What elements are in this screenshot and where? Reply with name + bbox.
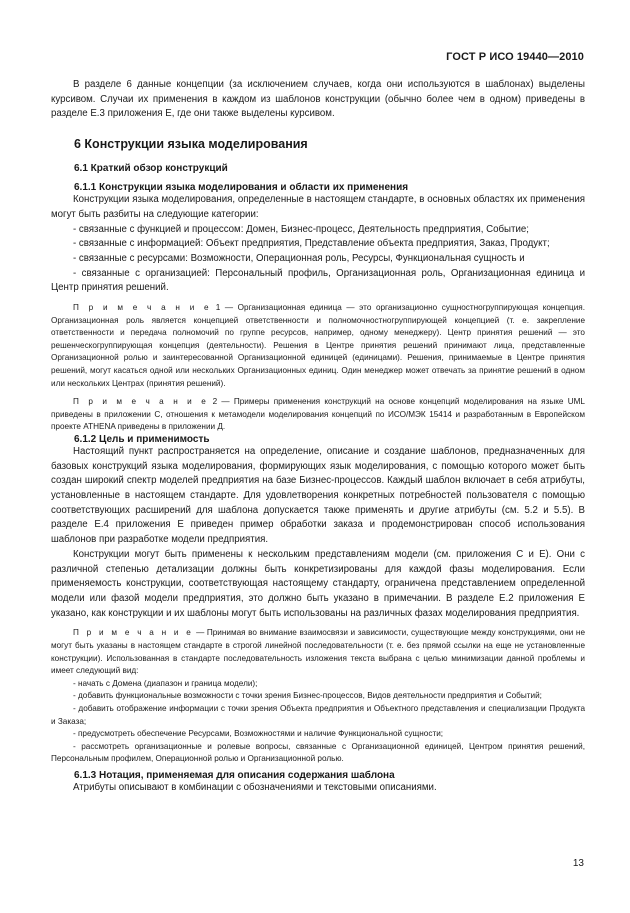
note-1-text: 1 — Организационная единица — это организационно сущностногруппирующая концепция. Организационная роль является концепцией ответственности и полномочностногруппирующей концепцией (т. е. закрепление ответственности и передача полномочий по группе ресурсов, например, одному менеджеру). Центр принятия решений — это решенческогруппирующая концепция (деятельности). Решения в Центре принятия решений принимают лица, представленные Организационной ролью и заинтересованной Организационной единицей (единицами). Решения, принимаемые в Центре принятия решений, могут касаться одной или нескольких Организационных единиц. Один менеджер может отвечать за принятие решений в одном или нескольких Центрах (принятия решений). [51, 303, 585, 388]
section-6-1-title: 6.1 Краткий обзор конструкций [74, 163, 228, 175]
note-3-text: — Принимая во внимание взаимосвязи и зависимости, существующие между конструкциями, они не могут быть указаны в настоящем стандарте в строгой линейной последовательности (т. е. без прямой ссылки на еще не установленные конструкции). Использованная в стандарте последовательность изложения текста выбрана с целью минимизации данной проблемы и имеет следующий вид: [51, 628, 585, 676]
note-1 [51, 302, 585, 390]
sequence-item-5: - рассмотреть организационные и ролевые вопросы, связанные с Организационной единицей, Центром принятия решений, Персональным профилем, Операционной ролью и Организационной ролью. [51, 741, 585, 764]
section-6-1-1-paragraph: Конструкции языка моделирования, определенные в настоящем стандарте, в основных областях их применения могут быть разбиты на следующие категории: [51, 194, 585, 220]
note-3-label: П р и м е ч а н и е [73, 628, 194, 638]
note-2-text: 2 — Примеры применения конструкций на основе концепций моделирования на языке UML приведены в приложении С, отношения к метамодели моделирования концепций по ИСО/МЭК 15414 и разработанным в Европейском проекте ATHENA приведены в приложении Д. [51, 397, 585, 432]
note-1-label: П р и м е ч а н и е [73, 303, 212, 313]
note-2-label: П р и м е ч а н и е [73, 397, 209, 407]
sequence-item-4: - предусмотреть обеспечение Ресурсами, Возможностями и наличие Функциональной сущности; [73, 729, 444, 739]
note-2 [51, 396, 585, 434]
section-6-1-2-paragraph-2: Конструкции могут быть применены к нескольким представлениям модели (см. приложения С и Е). Они с различной степенью детализации должны быть конкретизированы для каждой фазы моделирования. Если применяемость конструкции, соответствующая настоящему стандарту, ограничена представлением определенной модели или фазой модели предприятия, это должно быть указано в примечании. В разделе Е.2 приложения Е указано, как конструкции и их шаблоны могут быть использованы на различных фазах моделирования предприятия. [51, 548, 585, 619]
section-6-1-3-paragraph: Атрибуты описывают в комбинации с обозначениями и текстовыми описаниями. [73, 781, 437, 793]
section-6-1-1-title: 6.1.1 Конструкции языка моделирования и области их применения [74, 182, 409, 194]
section-6-1-2-paragraph-1: Настоящий пункт распространяется на определение, описание и создание шаблонов, предназначенных для базовых конструкций языка моделирования, формирующих язык моделирования, с помощью которого может быть создан широкий спектр моделей предприятия на базе Бизнес-процессов. Каждый шаблон включает в себя атрибуты, установленные в настоящем стандарте. Для удовлетворения конкретных потребностей пользователя с помощью соответствующих расширений для шаблона допускается также применять и другие атрибуты (см. 5.2 и 5.5). В разделе Е.4 приложения Е приведен пример обработки заказа и продемонстрирован способ использования шаблонов при разработке модели предприятия. [51, 445, 585, 546]
standard-header: ГОСТ Р ИСО 19440—2010 [446, 51, 584, 63]
category-item-1: - связанные с функцией и процессом: Домен, Бизнес-процесс, Деятельность предприятия, Событие; [73, 223, 529, 235]
intro-paragraph: В разделе 6 данные концепции (за исключением случаев, когда они используются в шаблонах) выделены курсивом. Случаи их применения в каждом из шаблонов конструкции (обычно более чем в одном) приведены в разделе Е.3 приложения Е, где они также выделены курсивом. [51, 79, 585, 120]
section-6-title: 6 Конструкции языка моделирования [74, 137, 308, 152]
section-6-1-3-title: 6.1.3 Нотация, применяемая для описания содержания шаблона [74, 769, 395, 781]
note-3 [51, 627, 585, 677]
sequence-item-1: - начать с Домена (диапазон и граница модели); [73, 678, 258, 688]
sequence-item-3: - добавить отображение информации с точки зрения Объекта предприятия и Объектного представления и специализации Продукта и Заказа; [51, 703, 585, 726]
section-6-1-2-title: 6.1.2 Цель и применимость [74, 433, 210, 445]
page-content [51, 78, 585, 796]
category-item-3: - связанные с ресурсами: Возможности, Операционная роль, Ресурсы, Функциональная сущность и [73, 252, 525, 264]
category-item-2: - связанные с информацией: Объект предприятия, Представление объекта предприятия, Заказ, Продукт; [73, 238, 550, 250]
page-number: 13 [572, 858, 584, 869]
sequence-item-2: - добавить функциональные возможности с точки зрения Бизнес-процессов, Видов деятельности предприятия и Событий; [73, 691, 542, 701]
category-item-4: - связанные с организацией: Персональный профиль, Организационная роль, Организационная единица и Центр принятия решений. [51, 267, 585, 294]
